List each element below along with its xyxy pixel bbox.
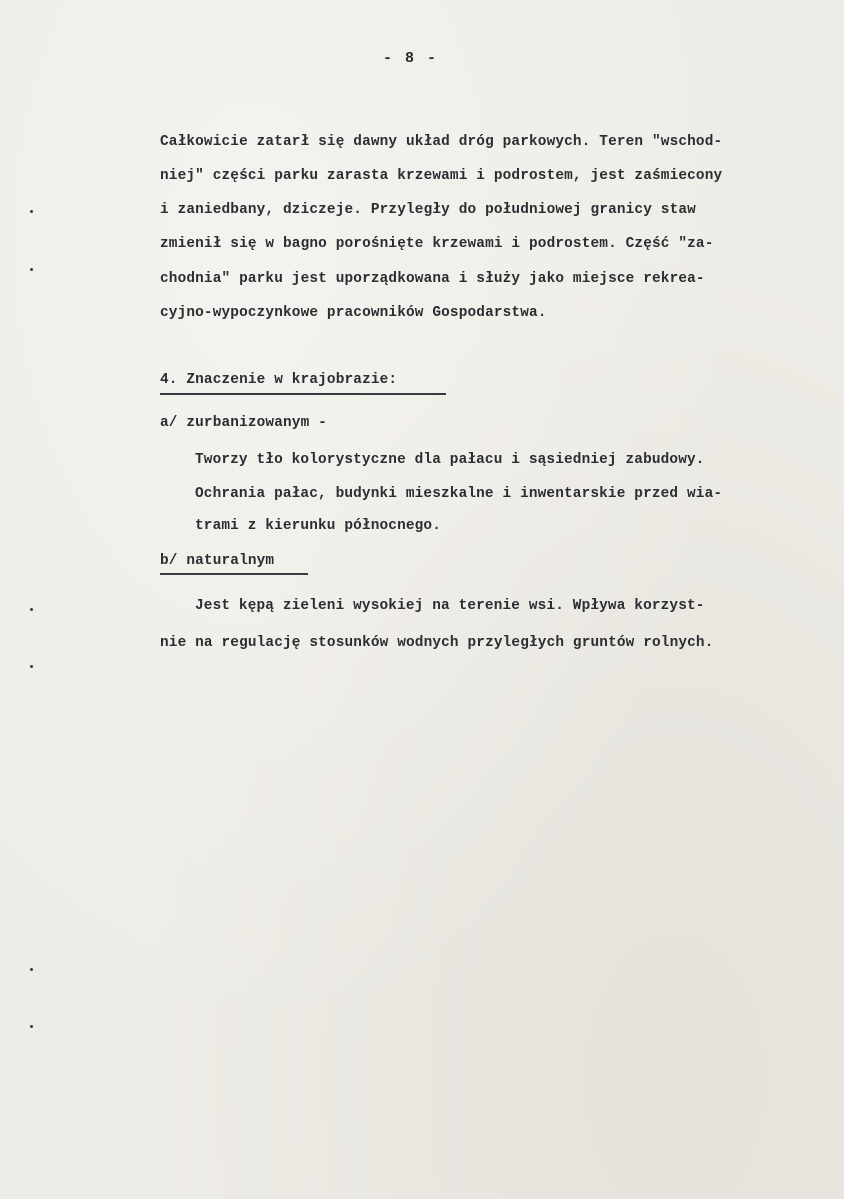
subsection-a-line-1: Tworzy tło kolorystyczne dla pałacu i sąsiedniej zabudowy. [195,452,705,468]
paragraph-1-line-5: chodnia" parku jest uporządkowana i służy jako miejsce rekrea- [160,271,705,287]
paragraph-1-line-3: i zaniedbany, dziczeje. Przyległy do południowej granicy staw [160,202,696,218]
margin-speck [30,210,33,213]
subsection-b-label: b/ naturalnym [160,553,275,569]
section-heading-underline [160,393,446,395]
subsection-b-underline [160,573,308,575]
page-number: - 8 - [383,50,439,67]
margin-speck [30,968,33,971]
margin-speck [30,268,33,271]
subsection-b-line-2: nie na regulację stosunków wodnych przyległych gruntów rolnych. [160,635,714,651]
subsection-a-label: a/ zurbanizowanym - [160,415,327,431]
paragraph-1-line-1: Całkowicie zatarł się dawny układ dróg parkowych. Teren "wschod- [160,134,723,150]
subsection-a-line-3: trami z kierunku północnego. [195,518,442,534]
paragraph-1-line-4: zmienił się w bagno porośnięte krzewami i podrostem. Część "za- [160,236,714,252]
subsection-b-line-1: Jest kępą zieleni wysokiej na terenie wsi. Wpływa korzyst- [195,598,705,614]
margin-speck [30,665,33,668]
paragraph-1-line-2: niej" części parku zarasta krzewami i podrostem, jest zaśmiecony [160,168,723,184]
subsection-a-line-2: Ochrania pałac, budynki mieszkalne i inwentarskie przed wia- [195,486,723,502]
paragraph-1-line-6: cyjno-wypoczynkowe pracowników Gospodarstwa. [160,305,547,321]
margin-speck [30,608,33,611]
section-heading: 4. Znaczenie w krajobrazie: [160,372,398,388]
margin-speck [30,1025,33,1028]
